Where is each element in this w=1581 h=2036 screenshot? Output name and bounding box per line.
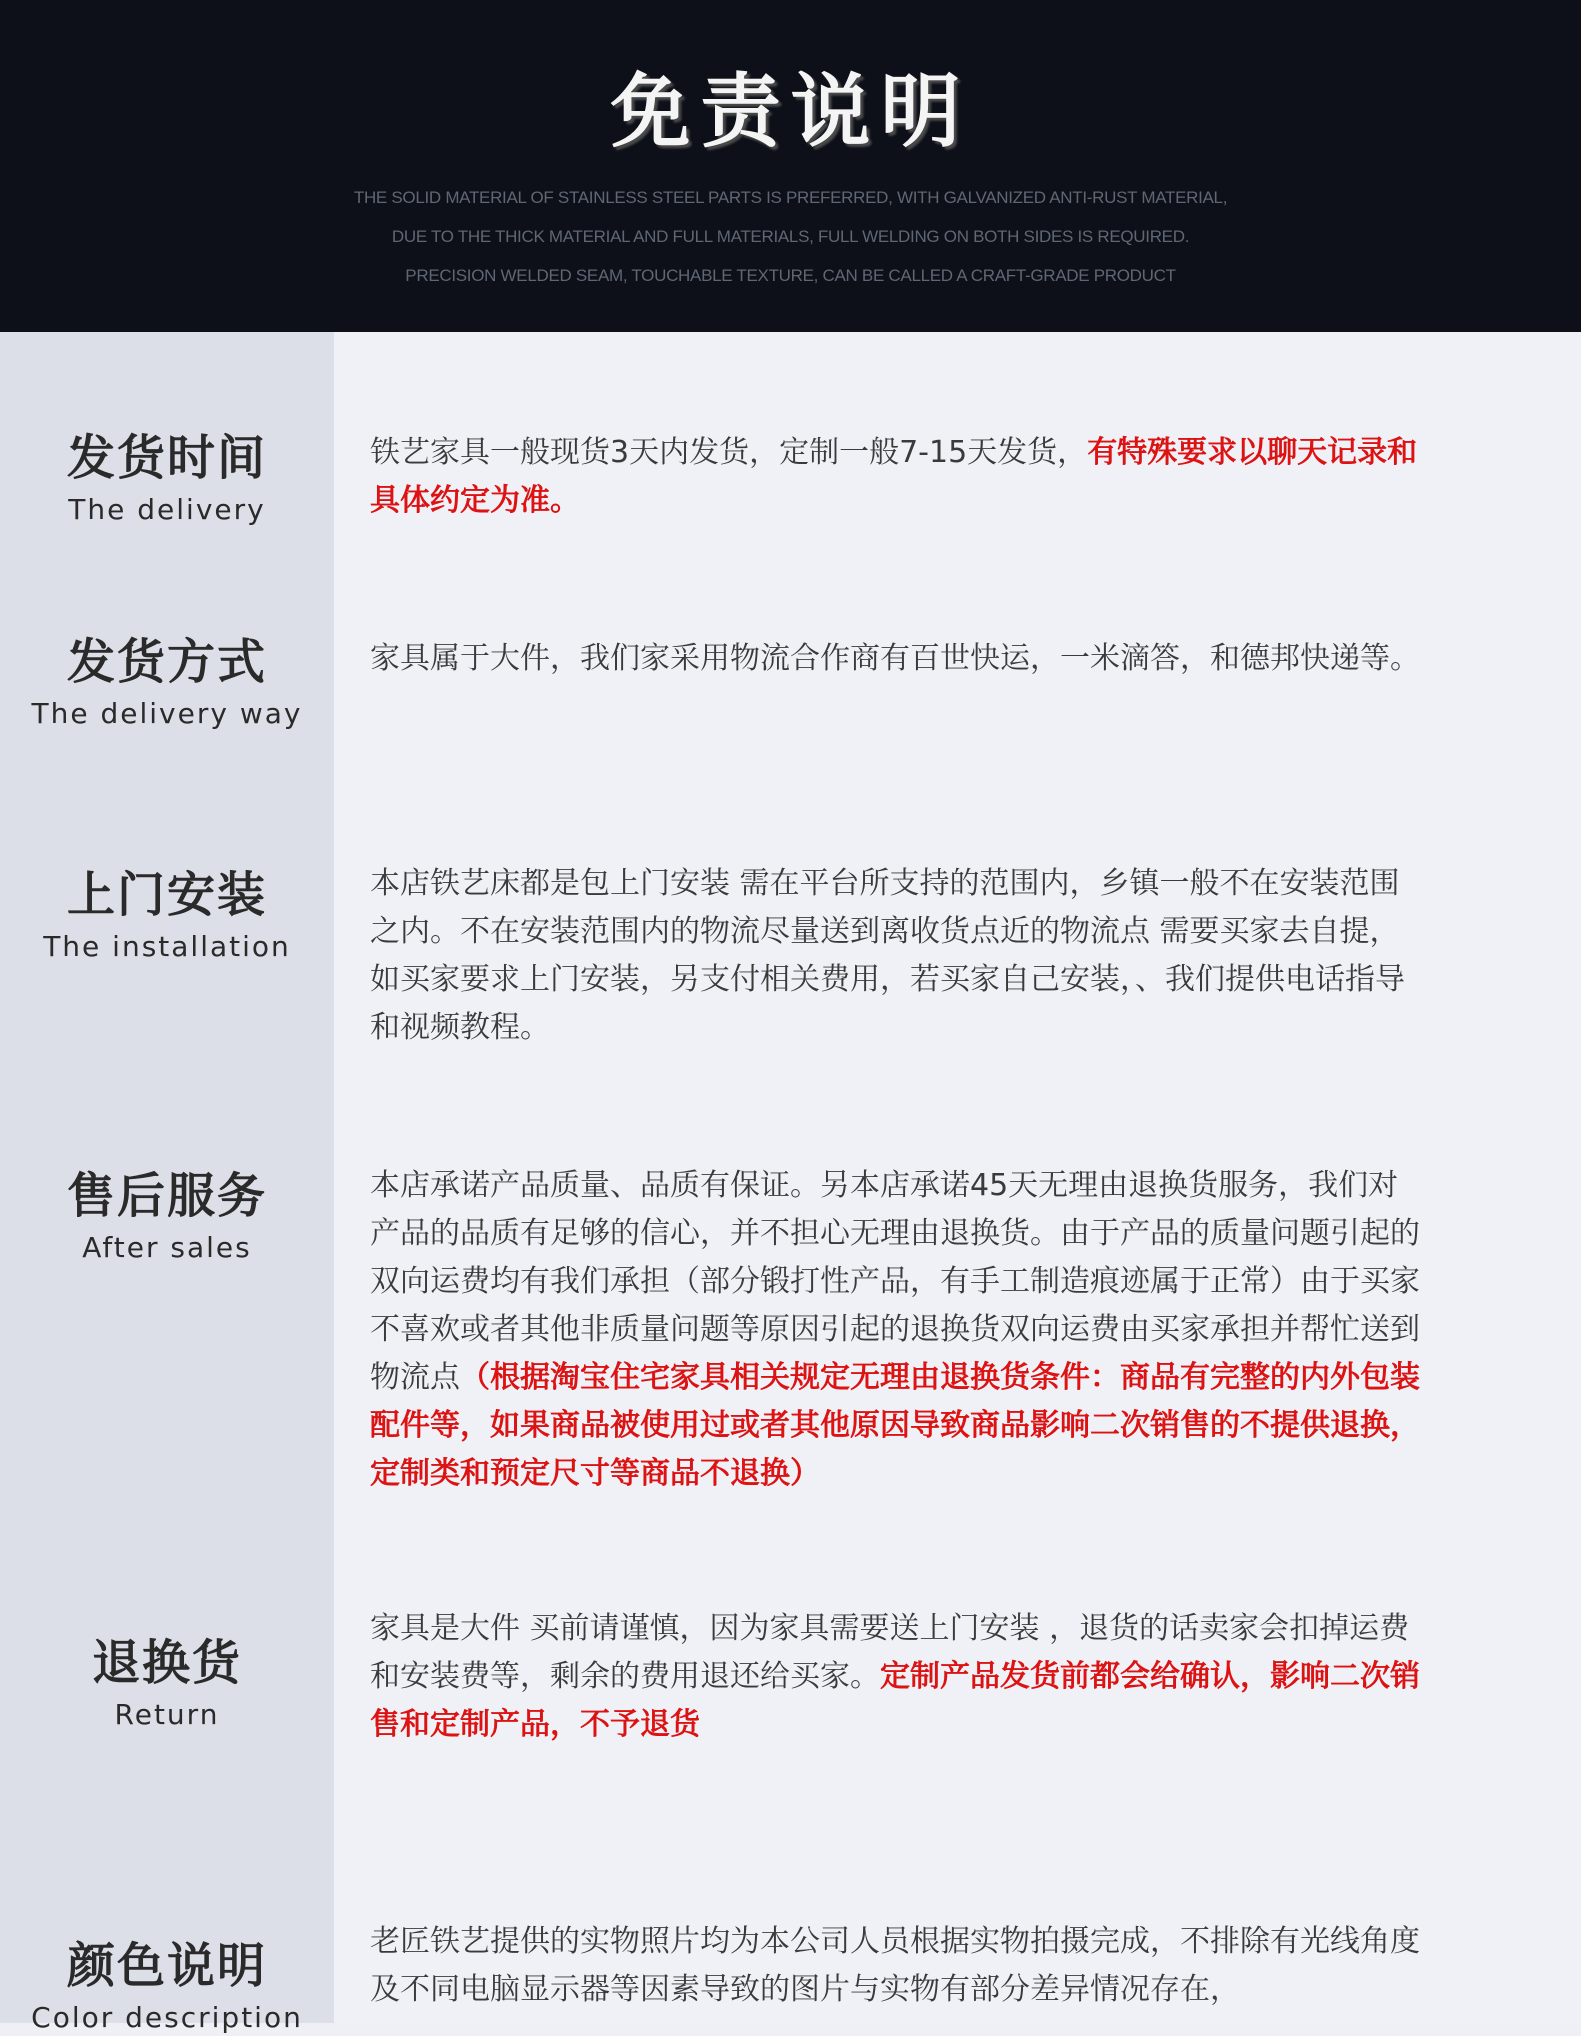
section-title-zh: 退换货: [91, 1635, 242, 1691]
section-body-after-sales: [370, 1162, 1420, 1498]
subtitle-line: THE SOLID MATERIAL OF STAINLESS STEEL PARTS IS PREFERRED, WITH GALVANIZED ANTI-RUST MATERIAL,: [353, 188, 1228, 207]
body-text: 老匠铁艺提供的实物照片均为本公司人员根据实物拍摄完成，不排除有光线角度及不同电脑显示器等因素导致的图片与实物有部分差异情况存在，: [370, 1924, 1420, 2007]
section-title-en: The delivery: [68, 493, 266, 526]
body-highlight: 定制产品发货前都会给确认，影响二次销售和定制产品，不予退货: [370, 1659, 1420, 1742]
body-text: 本店承诺产品质量、品质有保证。另本店承诺45天无理由退换货服务，我们对产品的品质有足够的信心，并不担心无理由退换货。由于产品的质量问题引起的双向运费均有我们承担（部分锻打性产品，有手工制造痕迹属于正常）由于买家不喜欢或者其他非质量问题等原因引起的退换货双向运费由买家承担并帮忙送到物流点: [370, 1168, 1420, 1395]
section-label-after-sales: [0, 1166, 334, 1266]
subtitle-line: PRECISION WELDED SEAM, TOUCHABLE TEXTURE, CAN BE CALLED A CRAFT-GRADE PRODUCT: [405, 266, 1176, 285]
header-banner: [0, 0, 1581, 332]
page-title: 免责说明: [610, 65, 971, 158]
section-body-color: [370, 1918, 1420, 2014]
body-highlight: 有特殊要求以聊天记录和具体约定为准。: [370, 435, 1418, 518]
section-title-zh: 颜色说明: [66, 1938, 267, 1994]
section-body-delivery-way: [370, 635, 1420, 683]
section-title-en: Color description: [31, 2001, 303, 2034]
section-label-return: [0, 1633, 334, 1733]
body-text: 家具属于大件，我们家采用物流合作商有百世快运，一米滴答，和德邦快递等。: [370, 641, 1420, 676]
section-label-installation: [0, 865, 334, 965]
body-highlight: （根据淘宝住宅家具相关规定无理由退换货条件：商品有完整的内外包装配件等，如果商品被使用过或者其他原因导致商品影响二次销售的不提供退换，定制类和预定尺寸等商品不退换）: [370, 1360, 1420, 1491]
section-label-delivery-way: [0, 632, 334, 732]
section-title-en: Return: [114, 1698, 220, 1731]
header-subtitle: [0, 178, 1581, 295]
body-text: 家具是大件 买前请谨慎，因为家具需要送上门安装 ，退货的话卖家会扣掉运费和安装费等，剩余的费用退还给买家。: [370, 1611, 1410, 1694]
body-text: 铁艺家具一般现货3天内发货，定制一般7-15天发货，: [370, 435, 1088, 470]
section-body-return: [370, 1605, 1420, 1749]
section-title-en: The installation: [43, 930, 291, 963]
section-body-installation: [370, 860, 1420, 1052]
section-body-delivery-time: [370, 429, 1420, 525]
section-title-en: The delivery way: [31, 697, 303, 730]
section-title-zh: 售后服务: [66, 1168, 267, 1224]
section-label-color: [0, 1936, 334, 2036]
body-text: 本店铁艺床都是包上门安装 需在平台所支持的范围内，乡镇一般不在安装范围之内。不在安装范围内的物流尽量送到离收货点近的物流点 需要买家去自提，如买家要求上门安装，另支付相关费用，若买家自己安装，、我们提供电话指导和视频教程。: [370, 866, 1405, 1045]
section-label-delivery-time: [0, 428, 334, 528]
section-title-zh: 上门安装: [66, 867, 267, 923]
subtitle-line: DUE TO THE THICK MATERIAL AND FULL MATERIALS, FULL WELDING ON BOTH SIDES IS REQUIRED.: [391, 227, 1190, 246]
section-title-en: After sales: [82, 1231, 252, 1264]
section-title-zh: 发货方式: [66, 634, 267, 690]
section-title-zh: 发货时间: [66, 430, 267, 486]
